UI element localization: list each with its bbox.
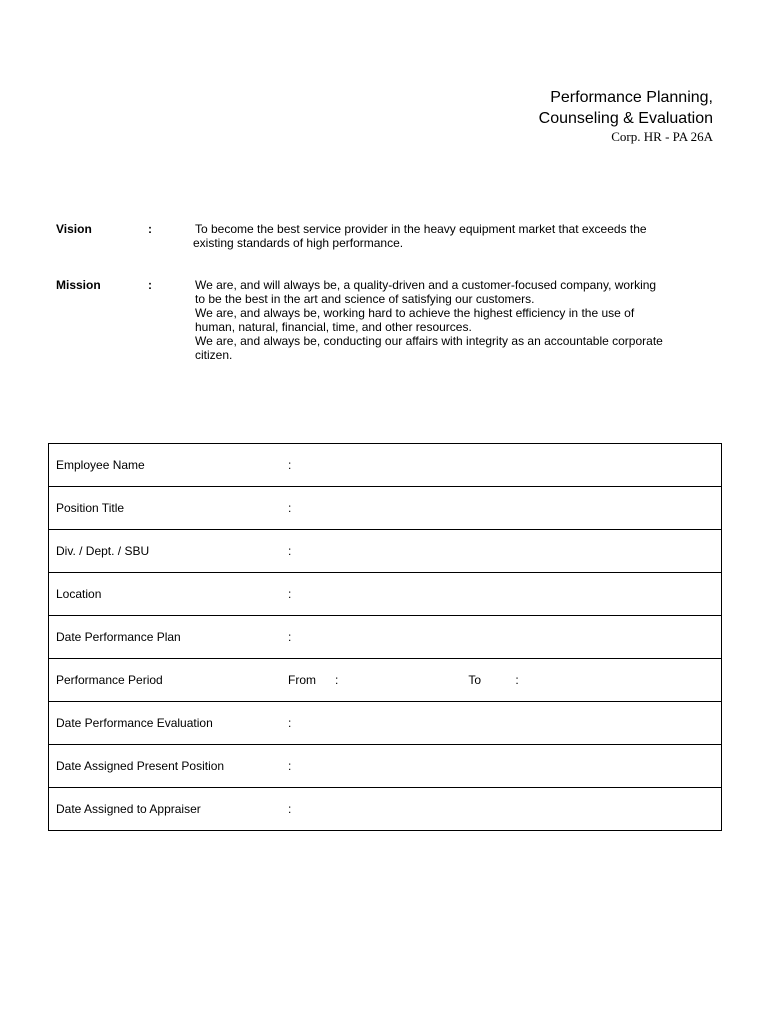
table-row <box>49 702 722 745</box>
mission-text-line: to be the best in the art and science of satisfying our customers. <box>195 292 535 306</box>
field-label-performance-period: Performance Period <box>49 659 289 702</box>
field-colon: : <box>288 630 292 644</box>
field-label-date-assigned-present-position: Date Assigned Present Position <box>49 745 289 788</box>
field-colon: : <box>288 716 292 730</box>
field-value-division[interactable] <box>288 530 722 573</box>
field-colon: : <box>288 544 292 558</box>
field-colon: : <box>288 501 292 515</box>
table-row <box>49 616 722 659</box>
mission-text-line: human, natural, financial, time, and other resources. <box>195 320 472 334</box>
mission-text-line: We are, and always be, working hard to achieve the highest efficiency in the use of <box>195 306 635 320</box>
field-label-division: Div. / Dept. / SBU <box>49 530 289 573</box>
employee-info-table <box>48 443 722 831</box>
table-row <box>49 530 722 573</box>
table-row <box>49 487 722 530</box>
field-label-employee-name: Employee Name <box>49 444 289 487</box>
field-value-location[interactable] <box>288 573 722 616</box>
period-from-label: From <box>288 673 316 687</box>
field-label-date-assigned-to-appraiser: Date Assigned to Appraiser <box>49 788 289 831</box>
field-value-position-title[interactable] <box>288 487 722 530</box>
mission-colon: : <box>148 278 152 292</box>
field-colon: : <box>288 587 292 601</box>
field-label-date-performance-plan: Date Performance Plan <box>49 616 289 659</box>
field-value-date-assigned-present-position[interactable] <box>288 745 722 788</box>
vision-text <box>193 222 647 250</box>
field-value-date-performance-plan[interactable] <box>288 616 722 659</box>
field-label-location: Location <box>49 573 289 616</box>
mission-label: Mission <box>56 278 101 292</box>
mission-text-line: We are, and will always be, a quality-driven and a customer-focused company, working <box>195 278 657 292</box>
document-title-line-2: Counseling & Evaluation <box>538 110 713 127</box>
period-from-colon: : <box>335 673 339 687</box>
document-code: Corp. HR - PA 26A <box>611 129 713 144</box>
document-title-line-1: Performance Planning, <box>550 89 713 106</box>
vision-text-line: To become the best service provider in the heavy equipment market that exceeds the <box>195 222 647 236</box>
mission-text-line: We are, and always be, conducting our affairs with integrity as an accountable corporate <box>195 334 663 348</box>
mission-text <box>195 278 663 362</box>
period-to-colon: : <box>515 673 519 687</box>
period-to-input[interactable] <box>519 673 669 687</box>
field-colon: : <box>288 802 292 816</box>
field-label-position-title: Position Title <box>49 487 289 530</box>
vision-text-line: existing standards of high performance. <box>193 236 404 250</box>
table-row <box>49 444 722 487</box>
document-header <box>539 87 713 144</box>
table-row <box>49 788 722 831</box>
period-from-input[interactable] <box>338 673 468 687</box>
field-colon: : <box>288 458 292 472</box>
field-label-date-performance-evaluation: Date Performance Evaluation <box>49 702 289 745</box>
field-value-date-assigned-to-appraiser[interactable] <box>288 788 722 831</box>
mission-text-line: citizen. <box>195 348 233 362</box>
field-colon: : <box>288 759 292 773</box>
table-row <box>49 659 722 702</box>
table-row <box>49 573 722 616</box>
field-value-date-performance-evaluation[interactable] <box>288 702 722 745</box>
field-value-employee-name[interactable] <box>288 444 722 487</box>
vision-label: Vision <box>56 222 92 236</box>
table-row <box>49 745 722 788</box>
vision-colon: : <box>148 222 152 236</box>
field-value-performance-period <box>288 659 722 702</box>
period-to-label: To <box>468 673 482 687</box>
